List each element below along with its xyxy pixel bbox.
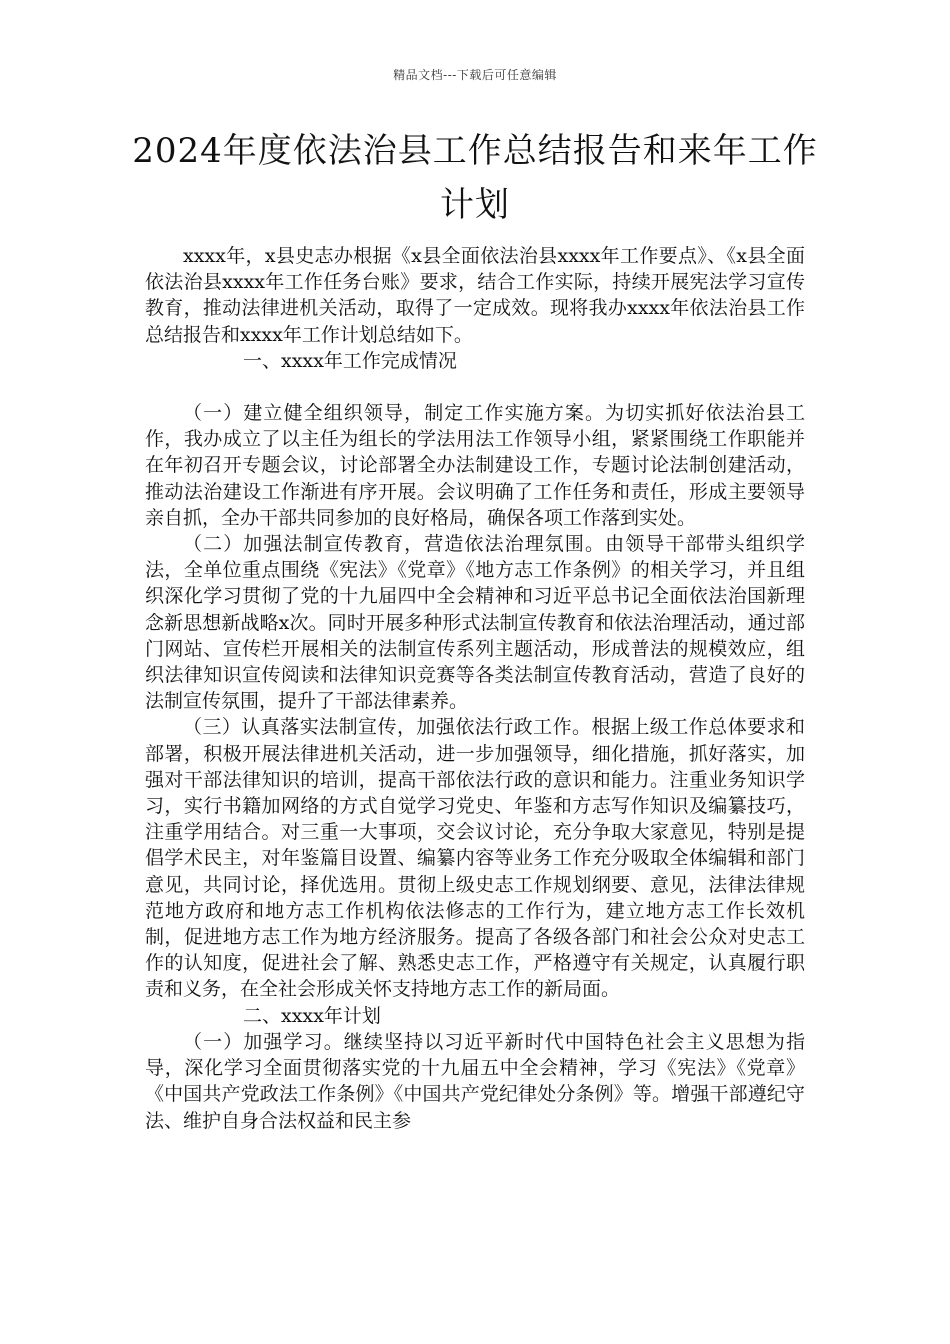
section1-item-1: （一）建立健全组织领导，制定工作实施方案。为切实抓好依法治县工作，我办成立了以主任为组长的学法用法工作领导小组，紧紧围绕工作职能并在年初召开专题会议，讨论部署全办法制建设工作，专题讨论法制创建活动，推动法治建设工作渐进有序开展。会议明确了工作任务和责任，形成主要领导亲自抓，全办干部共同参加的良好格局，确保各项工作落到实处。 (145, 402, 805, 529)
section1-item-2: （二）加强法制宣传教育，营造依法治理氛围。由领导干部带头组织学法，全单位重点围绕《宪法》《党章》《地方志工作条例》的相关学习，并且组织深化学习贯彻了党的十九届四中全会精神和习近平总书记全面依法治国新理念新思想新战略x次。同时开展多种形式法制宣传教育和依法治理活动，通过部门网站、宣传栏开展相关的法制宣传系列主题活动，形成普法的规模效应，组织法律知识宣传阅读和法律知识竞赛等各类法制宣传教育活动，营造了良好的法制宣传氛围，提升了干部法律素养。 (145, 533, 805, 713)
document-title: 2024年度依法治县工作总结报告和来年工作计划 (132, 131, 818, 225)
section2-item-1: （一）加强学习。继续坚持以习近平新时代中国特色社会主义思想为指导，深化学习全面贯彻落实党的十九届五中全会精神，学习《宪法》《党章》《中国共产党政法工作条例》《中国共产党纪律处分条例》等。增强干部遵纪守法、维护自身合法权益和民主参 (145, 1030, 805, 1132)
blank-line (145, 374, 805, 400)
section-heading-1: 一、xxxx年工作完成情况 (243, 349, 457, 372)
section-heading-2: 二、xxxx年计划 (243, 1004, 381, 1027)
intro-paragraph: xxxx年，x县史志办根据《x县全面依法治县xxxx年工作要点》、《x县全面依法治县xxxx年工作任务台账》要求，结合工作实际，持续开展宪法学习宣传教育，推动法律进机关活动，取得了一定成效。现将我办xxxx年依法治县工作总结报告和xxxx年工作计划总结如下。 (145, 245, 805, 346)
section1-item-3: （三）认真落实法制宣传，加强依法行政工作。根据上级工作总体要求和部署，积极开展法律进机关活动，进一步加强领导，细化措施，抓好落实，加强对干部法律知识的培训，提高干部依法行政的意识和能力。注重业务知识学习，实行书籍加网络的方式自觉学习党史、年鉴和方志写作知识及编纂技巧，注重学用结合。对三重一大事项，交会议讨论，充分争取大家意见，特别是提倡学术民主，对年鉴篇目设置、编纂内容等业务工作充分吸取全体编辑和部门意见，共同讨论，择优选用。贯彻上级史志工作规划纲要、意见，法律法律规范地方政府和地方志工作机构依法修志的工作行为，建立地方志工作长效机制，促进地方志工作为地方经济服务。提高了各级各部门和社会公众对史志工作的认知度，促进社会了解、熟悉史志工作，严格遵守有关规定，认真履行职责和义务，在全社会形成关怀支持地方志工作的新局面。 (145, 716, 805, 1001)
document-body (145, 243, 805, 1134)
page-header: 精品文档---下载后可任意编辑 (393, 68, 557, 82)
